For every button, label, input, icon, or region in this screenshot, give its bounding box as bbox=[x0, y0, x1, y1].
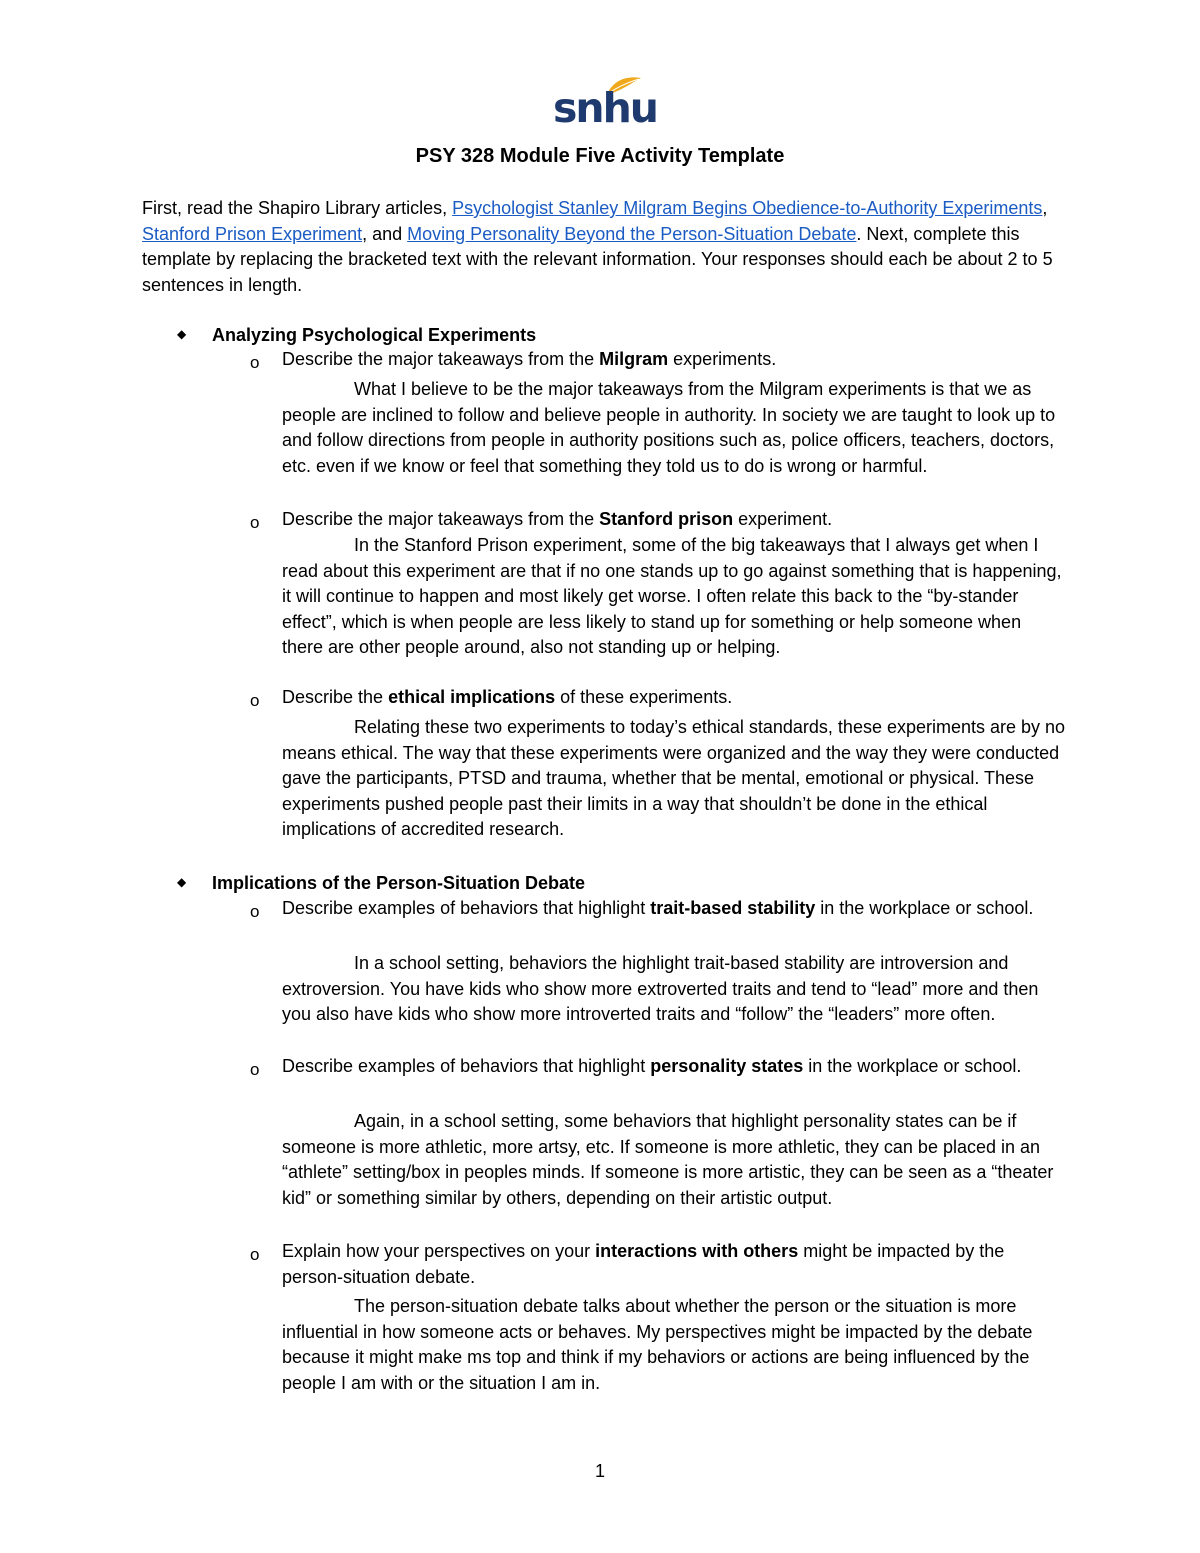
answer-text: In the Stanford Prison experiment, some of the big takeaways that I always get when I read about this experiment are that if no one stands up to go against something that is happening, it will continue to happen and most likely get worse. I often relate this back to the “by-stander effect”, which is when people are less likely to stand up for something or help someone when there are other people around, also not standing up or helping. bbox=[282, 535, 1062, 657]
question-marker: o bbox=[250, 691, 260, 710]
question-text: Describe the major takeaways from the Milgram experiments. bbox=[282, 349, 777, 369]
bullet-icon: ◆ bbox=[177, 875, 187, 889]
question-text: Describe examples of behaviors that highlight trait-based stability in the workplace or school. bbox=[282, 898, 1034, 918]
answer-text: Relating these two experiments to today’s ethical standards, these experiments are by no means ethical. The way that these experiments were organized and the way they were conducted gave the participants, PTSD and trauma, whether that be mental, emotional or physical. These experiments pushed people past their limits in a way that shouldn’t be done in the ethical implications of accredited research. bbox=[282, 717, 1066, 839]
answer-text: What I believe to be the major takeaways from the Milgram experiments is that we as people are inclined to follow and believe people in authority. In society we are taught to look up to and follow directions from people in authority positions such as, police officers, teachers, doctors, etc. even if we know or feel that something they told us to do is wrong or harmful. bbox=[282, 379, 1056, 476]
question-marker: o bbox=[250, 902, 260, 921]
intro-sep-1: , bbox=[1042, 198, 1048, 218]
intro-suffix: . Next, complete this template by replacing the bracketed text with the relevant information. Your responses should each be about 2 to 5 sentences in length. bbox=[142, 223, 1053, 295]
article-link-milgram[interactable]: Psychologist Stanley Milgram Begins Obedience-to-Authority Experiments bbox=[452, 198, 1043, 218]
question-marker: o bbox=[250, 513, 260, 532]
intro-sep-2: , and bbox=[362, 223, 408, 244]
question-text: Describe examples of behaviors that highlight personality states in the workplace or school. bbox=[282, 1056, 1022, 1076]
article-link-person-situation[interactable]: Moving Personality Beyond the Person-Situation Debate bbox=[407, 223, 857, 244]
page-number: 1 bbox=[594, 1461, 605, 1481]
question-text: Describe the ethical implications of these experiments. bbox=[282, 687, 733, 707]
bullet-icon: ◆ bbox=[177, 327, 187, 341]
answer-text: Again, in a school setting, some behaviors that highlight personality states can be if someone is more athletic, more artsy, etc. If someone is more athletic, they can be placed in an “athlete” setting/box in peoples minds. If someone is more artistic, they can be seen as a “theater kid” or something similar by others, depending on their artistic output. bbox=[282, 1111, 1054, 1208]
question-text: Explain how your perspectives on your interactions with others might be impacted by the person-situation debate. bbox=[282, 1241, 1005, 1287]
document-title: PSY 328 Module Five Activity Template bbox=[415, 145, 785, 167]
article-link-stanford[interactable]: Stanford Prison Experiment bbox=[142, 223, 363, 244]
section-heading: Analyzing Psychological Experiments bbox=[212, 325, 537, 345]
answer-text: The person-situation debate talks about whether the person or the situation is more influential in how someone acts or behaves. My perspectives might be impacted by the debate because it might make ms top and think if my behaviors or actions are being influenced by the people I am with or the situation I am in. bbox=[282, 1296, 1033, 1393]
section-heading: Implications of the Person-Situation Debate bbox=[212, 873, 586, 893]
answer-text: In a school setting, behaviors the highlight trait-based stability are introversion and extroversion. You have kids who show more extroverted traits and tend to “lead” more and then you also have kids who show more introverted traits and “follow” the “leaders” more often. bbox=[282, 953, 1039, 1024]
intro-paragraph bbox=[142, 196, 1062, 298]
question-marker: o bbox=[250, 353, 260, 372]
logo-text: snhu bbox=[553, 84, 657, 132]
question-marker: o bbox=[250, 1060, 260, 1079]
question-marker: o bbox=[250, 1245, 260, 1264]
intro-prefix: First, read the Shapiro Library articles, bbox=[142, 198, 453, 218]
question-text: Describe the major takeaways from the Stanford prison experiment. bbox=[282, 509, 833, 529]
snhu-logo bbox=[553, 78, 657, 134]
